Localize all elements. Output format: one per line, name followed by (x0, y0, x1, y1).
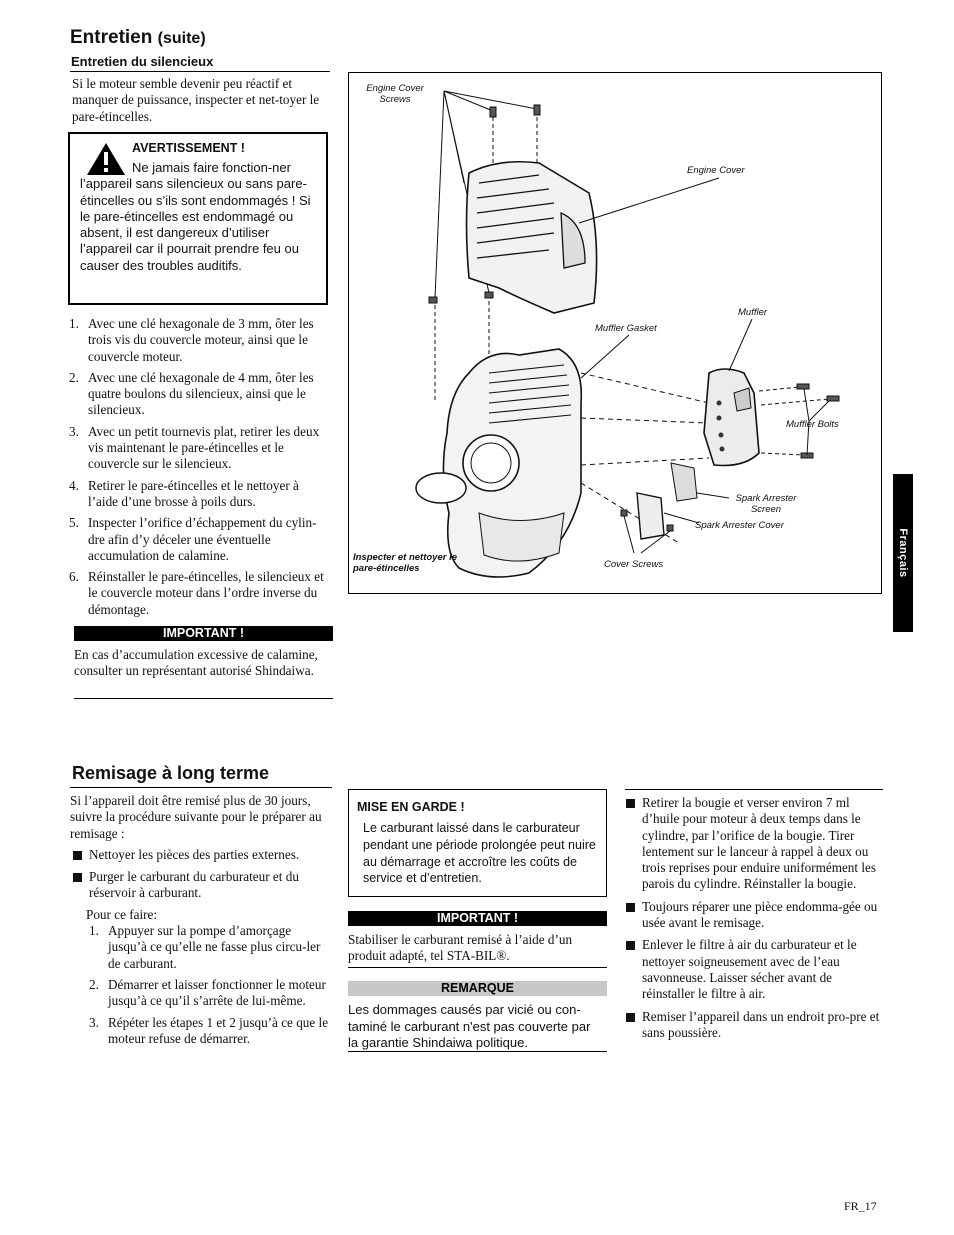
warning-box (68, 132, 328, 305)
warning-title: AVERTISSEMENT ! (132, 141, 245, 155)
remarque-rule (348, 1051, 607, 1052)
title-suffix: (suite) (157, 30, 206, 47)
storage-column (70, 793, 330, 1052)
label-muffler-bolts: Muffler Bolts (786, 419, 839, 430)
storage-howto: Pour ce faire: (86, 906, 158, 922)
right-bullet: Remiser l’appareil dans un endroit pro-pre et sans poussière. (625, 1009, 883, 1042)
important-body-2: Stabiliser le carburant remisé à l’aide d’un produit adapté, tel STA-BIL®. (348, 932, 573, 964)
label-muffler: Muffler (738, 307, 768, 318)
label-spark-arrester-cover: Spark Arrester Cover (695, 520, 784, 531)
storage-title-rule (70, 787, 332, 788)
caution-title: MISE EN GARDE ! (357, 800, 465, 814)
page-title (70, 27, 206, 49)
label-spark-arrester-screen: Spark Arrester Screen (735, 493, 797, 515)
right-column-rule (625, 789, 883, 790)
section-subtitle: Entretien du silencieux (71, 54, 214, 69)
step-item: 4. Retirer le pare-étincelles et le nettoyer à l’aide d’une brosse à poils durs. (69, 477, 299, 509)
label-engine-cover-screws: Engine Cover Screws (366, 83, 424, 105)
page-number: FR_17 (844, 1199, 877, 1213)
remarque-body: Les dommages causés par vicié ou con-taminé le carburant n'est pas couverte par la garantie Shindaiwa politique. (348, 1002, 591, 1050)
subtitle-rule (70, 71, 330, 72)
storage-substep: 1. Appuyer sur la pompe d’amorçage jusqu’à ce qu’elle ne fasse plus circu-ler de carburant. (89, 923, 321, 971)
label-engine-cover: Engine Cover (687, 165, 745, 176)
step-item: 5. Inspecter l’orifice d’échappement du cylin-dre afin d’y déceler une éventuelle accumulation de calamine. (69, 515, 317, 563)
storage-bullet: Nettoyer les pièces des parties externes. (72, 847, 330, 863)
step-item: 1. Avec une clé hexagonale de 3 mm, ôter les trois vis du couvercle moteur, ainsi que le couvercle moteur. (69, 316, 314, 364)
right-bullet: Toujours réparer une pièce endomma-gée ou usée avant le remisage. (625, 899, 883, 932)
important-bar-2: IMPORTANT ! (348, 911, 607, 926)
title-text: Entretien (70, 27, 153, 48)
step-item: 3. Avec un petit tournevis plat, retirer les deux vis maintenant le pare-étincelles et le couvercle sur le silencieux. (69, 423, 320, 472)
language-tab-label: Français (897, 528, 909, 578)
right-column (625, 795, 883, 1047)
step-item: 2. Avec une clé hexagonale de 4 mm, ôter les quatre boulons du silencieux, ainsi que le silencieux. (69, 369, 314, 418)
storage-title: Remisage à long terme (72, 763, 270, 783)
caution-box (348, 789, 607, 897)
language-tab (893, 474, 913, 632)
caution-body: Le carburant laissé dans le carburateur pendant une période prolongée peut nuire au démarrage et accroître les coûts de service et d’entretien. (363, 821, 596, 886)
label-cover-screws: Cover Screws (604, 559, 664, 570)
step-item: 6. Réinstaller le pare-étincelles, le silencieux et le couvercle moteur dans l’ordre inverse du démontage. (69, 569, 324, 617)
right-bullet: Enlever le filtre à air du carburateur et le nettoyer soigneusement avec de l’eau savonneuse. Laisser sécher avant de réinstaller le filtre à air. (625, 937, 883, 1002)
important-body: En cas d’accumulation excessive de calamine, consulter un représentant autorisé Shindaiwa. (74, 647, 318, 679)
storage-substep: 2. Démarrer et laisser fonctionner le moteur jusqu’à ce qu’il s’arrête de lui-même. (89, 976, 326, 1009)
intro-text: Si le moteur semble devenir peu réactif et manquer de puissance, inspecter et net-toyer le pare-étincelles. (72, 76, 320, 124)
muffler-diagram (348, 72, 882, 594)
warning-body: Ne jamais faire fonction-ner l’appareil sans silencieux ou sans pare-étincelles ou s’ils sont endommagés ! Si le pare-étincelles est endommagé ou absent, il est dangereux d’utiliser l’appareil car il pourrait prendre feu ou causer des troubles auditifs. (80, 160, 311, 273)
important-bar: IMPORTANT ! (74, 626, 333, 641)
maintenance-steps (69, 316, 331, 623)
storage-intro: Si l’appareil doit être remisé plus de 30 jours, suivre la procédure suivante pour le préparer au remisage : (70, 793, 322, 841)
storage-substep: 3. Répéter les étapes 1 et 2 jusqu’à ce que le moteur refuse de démarrer. (89, 1014, 329, 1046)
label-inspect-note: Inspecter et nettoyer le pare-étincelles (353, 552, 458, 574)
important-rule-2 (348, 967, 607, 968)
right-bullet: Retirer la bougie et verser environ 7 ml d’huile pour moteur à deux temps dans le cylindre, par l’orifice de la bougie. Tirer lentement sur le lanceur à rappel à deux ou trois reprises pour enduire uniformément les parois du cylindre. Réinstaller la bougie. (625, 795, 883, 893)
label-muffler-gasket: Muffler Gasket (595, 323, 657, 334)
remarque-bar: REMARQUE (348, 981, 607, 996)
storage-bullet: Purger le carburant du carburateur et du réservoir à carburant. (72, 869, 330, 902)
important-rule (74, 698, 333, 699)
